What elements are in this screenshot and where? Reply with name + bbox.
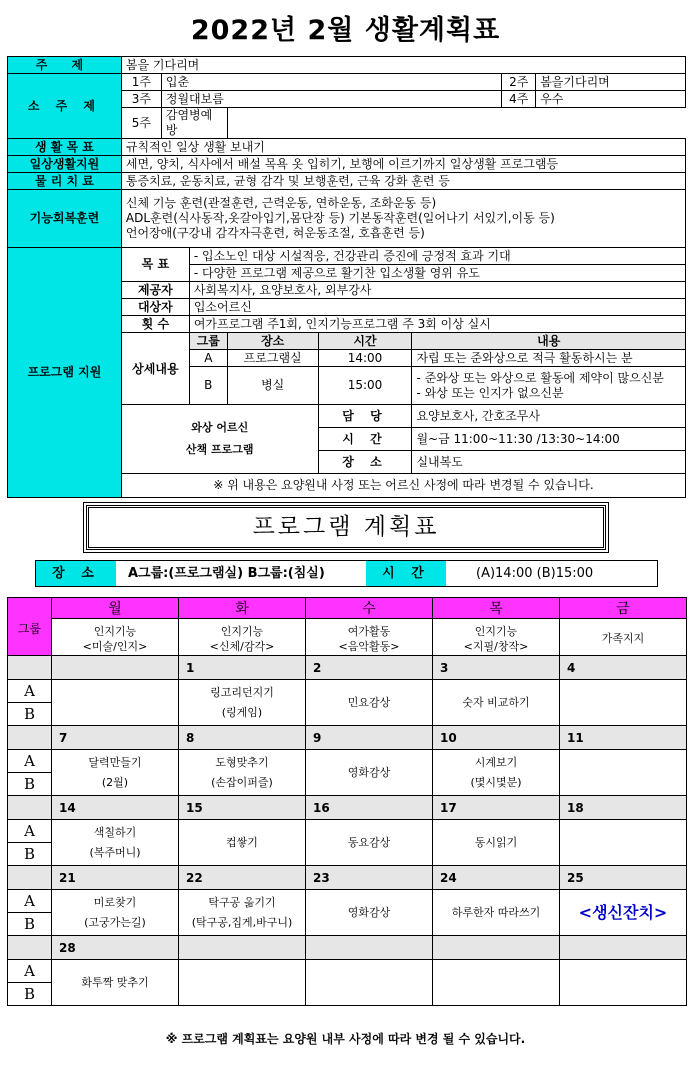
week-1-topic: 입춘 [161,74,501,91]
group-row [8,680,687,703]
walk-staff-label: 담 당 [318,405,412,428]
group-row [8,750,687,773]
date-cell: 7 [52,726,179,750]
activity-cell [179,750,306,796]
date-cell: 11 [560,726,687,750]
physio-value: 통증치료, 운동치료, 균형 감각 및 보행훈련, 근육 강화 훈련 등 [121,173,685,190]
category-fri [560,619,687,659]
plan-title: 프로그램 계획표 [86,505,606,550]
category-label: 인지기능 [474,624,518,638]
activity-cell [179,960,306,1006]
activity-cell [560,750,687,796]
activity-cell [433,820,560,866]
group-row [8,890,687,913]
walk-time-label: 시 간 [318,428,412,451]
time-label: 시 간 [366,561,446,586]
activity-cell [52,820,179,866]
activity-name: 링고리던지기 [210,685,274,699]
week-date-row [8,866,687,890]
activity-cell [433,680,560,726]
goal-value: 규칙적인 일상 생활 보내기 [121,139,685,156]
objective-line: - 다양한 프로그램 제공으로 활기찬 입소생활 영위 유도 [189,265,685,282]
category-sub: <신체/감각> [209,639,275,653]
theme-value: 봄을 기다리며 [121,57,685,74]
date-cell: 17 [433,796,560,820]
day-header-mon: 월 [52,598,179,619]
place-time-bar [35,560,658,587]
detail-group: A [189,350,227,367]
detail-content-line: - 준와상 또는 와상으로 활동에 제약이 많으신분 [416,370,664,385]
week-2-label: 2주 [502,74,536,91]
detail-time: 14:00 [318,350,412,367]
activity-detail: (몇시몇분) [470,775,522,789]
activity-cell [560,960,687,1006]
date-cell: 18 [560,796,687,820]
detail-header-time: 시간 [318,333,412,350]
date-row-spacer [8,936,52,960]
activity-cell [560,680,687,726]
week-3-label: 3주 [121,91,161,108]
weeks-table [7,655,687,1006]
category-sub: <지필/창작> [463,639,529,653]
activity-cell [52,750,179,796]
week-3-topic: 정월대보름 [161,91,501,108]
detail-time: 15:00 [318,367,412,405]
activity-cell [560,820,687,866]
activity-detail: (손잡이퍼즐) [211,775,273,789]
activity-cell [306,890,433,936]
provider-value: 사회복지사, 요양보호사, 외부강사 [189,282,685,299]
day-header-fri: 금 [560,598,687,619]
rehab-line: 신체 기능 훈련(관절훈련, 근력운동, 연하운동, 조화운동 등) [125,196,437,210]
theme-label: 주 제 [8,57,122,74]
place-label: 장 소 [36,561,116,586]
activity-cell [306,680,433,726]
time-value: (A)14:00 (B)15:00 [476,566,594,581]
date-cell [52,656,179,680]
date-cell: 15 [179,796,306,820]
walk-time-value: 월~금 11:00~11:30 /13:30~14:00 [412,428,686,451]
activity-name: 시계보기 [474,755,518,769]
week-1-label: 1주 [121,74,161,91]
group-label: A [8,820,52,843]
physio-label: 물 리 치 료 [8,173,122,190]
group-row [8,960,687,983]
week-4-label: 4주 [502,91,536,108]
activity-name: 동요감상 [347,835,391,849]
group-label: A [8,750,52,773]
activity-name: 컵쌓기 [226,835,258,849]
date-cell: 10 [433,726,560,750]
group-label: A [8,680,52,703]
monthly-info-table [7,56,686,498]
walk-place-value: 실내복도 [412,451,686,474]
rehab-label: 기능회복훈련 [8,190,122,248]
activity-name: 달력만들기 [88,755,142,769]
walk-place-label: 장 소 [318,451,412,474]
detail-label: 상세내용 [121,333,189,405]
activity-detail: (복주머니) [89,845,141,859]
activity-cell [179,680,306,726]
date-cell: 3 [433,656,560,680]
date-row-spacer [8,726,52,750]
date-cell: 24 [433,866,560,890]
date-cell: 21 [52,866,179,890]
activity-name: 영화감상 [347,765,391,779]
program-label: 프로그램 지원 [8,248,122,498]
group-label: A [8,960,52,983]
empty-cell [227,108,685,139]
category-tue [179,619,306,659]
date-cell: 25 [560,866,687,890]
category-label: 가족지지 [601,632,645,645]
detail-header-group: 그룹 [189,333,227,350]
date-row-spacer [8,656,52,680]
date-cell: 1 [179,656,306,680]
date-cell: 9 [306,726,433,750]
day-header-tue: 화 [179,598,306,619]
activity-cell [179,890,306,936]
detail-content [412,367,686,405]
activity-cell [52,960,179,1006]
date-cell: 4 [560,656,687,680]
activity-name: 색칠하기 [93,825,137,839]
group-label: B [8,913,52,936]
week-2-topic: 봄을기다리며 [536,74,686,91]
category-label: 인지기능 [220,624,264,638]
category-sub: <미술/인지> [82,639,148,653]
provider-label: 제공자 [121,282,189,299]
activity-cell [306,960,433,1006]
date-cell: 14 [52,796,179,820]
week-4-topic: 우수 [536,91,686,108]
walk-staff-value: 요양보호사, 간호조무사 [412,405,686,428]
page-title: 2022년 2월 생활계획표 [190,15,501,46]
date-cell: 2 [306,656,433,680]
activity-cell [306,820,433,866]
date-row-spacer [8,866,52,890]
rehab-line: 언어장애(구강내 감각자극훈련, 혀운동조절, 호흡훈련 등) [125,226,425,240]
activity-name: 민요감상 [347,695,391,709]
activity-name: 하루한자 따라쓰기 [451,905,541,919]
info-note: ※ 위 내용은 요양원내 사정 또는 어르신 사정에 따라 변경될 수 있습니다. [121,474,685,498]
category-wed [306,619,433,659]
activity-detail: (링게임) [221,705,263,719]
day-header-wed: 수 [306,598,433,619]
objective-line: - 입소노인 대상 시설적응, 건강관리 증진에 긍정적 효과 기대 [189,248,685,265]
date-row-spacer [8,796,52,820]
date-cell [179,936,306,960]
plan-footnote: ※ 프로그램 계획표는 요양원 내부 사정에 따라 변경 될 수 있습니다. [165,1032,526,1046]
activity-name: 미로찾기 [93,895,137,909]
goal-label: 생 활 목 표 [8,139,122,156]
week-date-row [8,936,687,960]
daily-label: 일상생활지원 [8,156,122,173]
activity-name: 탁구공 옮기기 [208,895,276,909]
group-row [8,820,687,843]
daily-value: 세면, 양치, 식사에서 배설 목욕 옷 입히기, 보행에 이르기까지 일상생활 프로그램등 [121,156,685,173]
count-value: 여가프로그램 주1회, 인지기능프로그램 주 3회 이상 실시 [189,316,685,333]
category-mon [52,619,179,659]
category-label: 인지기능 [93,624,137,638]
group-label: B [8,703,52,726]
activity-name: 화투짝 맞추기 [81,975,149,989]
detail-content-line: - 와상 또는 인지가 없으신분 [416,385,564,400]
detail-header-place: 장소 [227,333,318,350]
category-sub: <음악활동> [338,639,400,653]
date-cell [306,936,433,960]
activity-cell [179,820,306,866]
place-value: A그룹:(프로그램실) B그룹:(침실) [128,566,325,581]
category-label: 여가활동 [347,624,391,638]
target-label: 대상자 [121,299,189,316]
week-5-label: 5주 [121,108,161,139]
activity-name: 영화감상 [347,905,391,919]
target-value: 입소어르신 [189,299,685,316]
activity-cell [52,890,179,936]
activity-cell [560,890,687,936]
week-5-topic: 감염병예방 [161,108,227,139]
group-label: B [8,983,52,1006]
group-label: A [8,890,52,913]
date-cell: 16 [306,796,433,820]
date-cell: 23 [306,866,433,890]
week-date-row [8,796,687,820]
detail-header-content: 내용 [412,333,686,350]
activity-cell [433,960,560,1006]
date-cell: 28 [52,936,179,960]
activity-detail: (고궁가는길) [84,915,146,929]
activity-cell [433,750,560,796]
walk-program-label: 와상 어르신 산책 프로그램 [121,405,318,474]
activity-cell [306,750,433,796]
date-cell [433,936,560,960]
week-date-row [8,726,687,750]
day-header-thu: 목 [433,598,560,619]
rehab-line: ADL훈련(식사동작,옷갈아입기,몸단장 등) 기본동작훈련(일어나기 서있기,이동 등) [125,211,555,225]
activity-detail: (2월) [101,775,129,789]
category-thu [433,619,560,659]
activity-cell [52,680,179,726]
activity-name: 동시읽기 [474,835,518,849]
detail-place: 병실 [227,367,318,405]
detail-place: 프로그램실 [227,350,318,367]
date-cell: 8 [179,726,306,750]
rehab-value [121,190,685,248]
subtheme-label: 소 주 제 [8,74,122,139]
activity-name: 숫자 비교하기 [462,695,530,709]
objective-label: 목 표 [121,248,189,282]
activity-name: <생신잔치> [578,902,668,922]
date-cell [560,936,687,960]
group-header: 그룹 [8,598,52,659]
activity-name: 도형맞추기 [215,755,269,769]
week-date-row [8,656,687,680]
count-label: 횟 수 [121,316,189,333]
date-cell: 22 [179,866,306,890]
activity-cell [433,890,560,936]
group-label: B [8,773,52,796]
detail-content: 자립 또는 준와상으로 적극 활동하시는 분 [412,350,686,367]
activity-detail: (탁구공,집게,바구니) [191,915,293,929]
detail-group: B [189,367,227,405]
group-label: B [8,843,52,866]
